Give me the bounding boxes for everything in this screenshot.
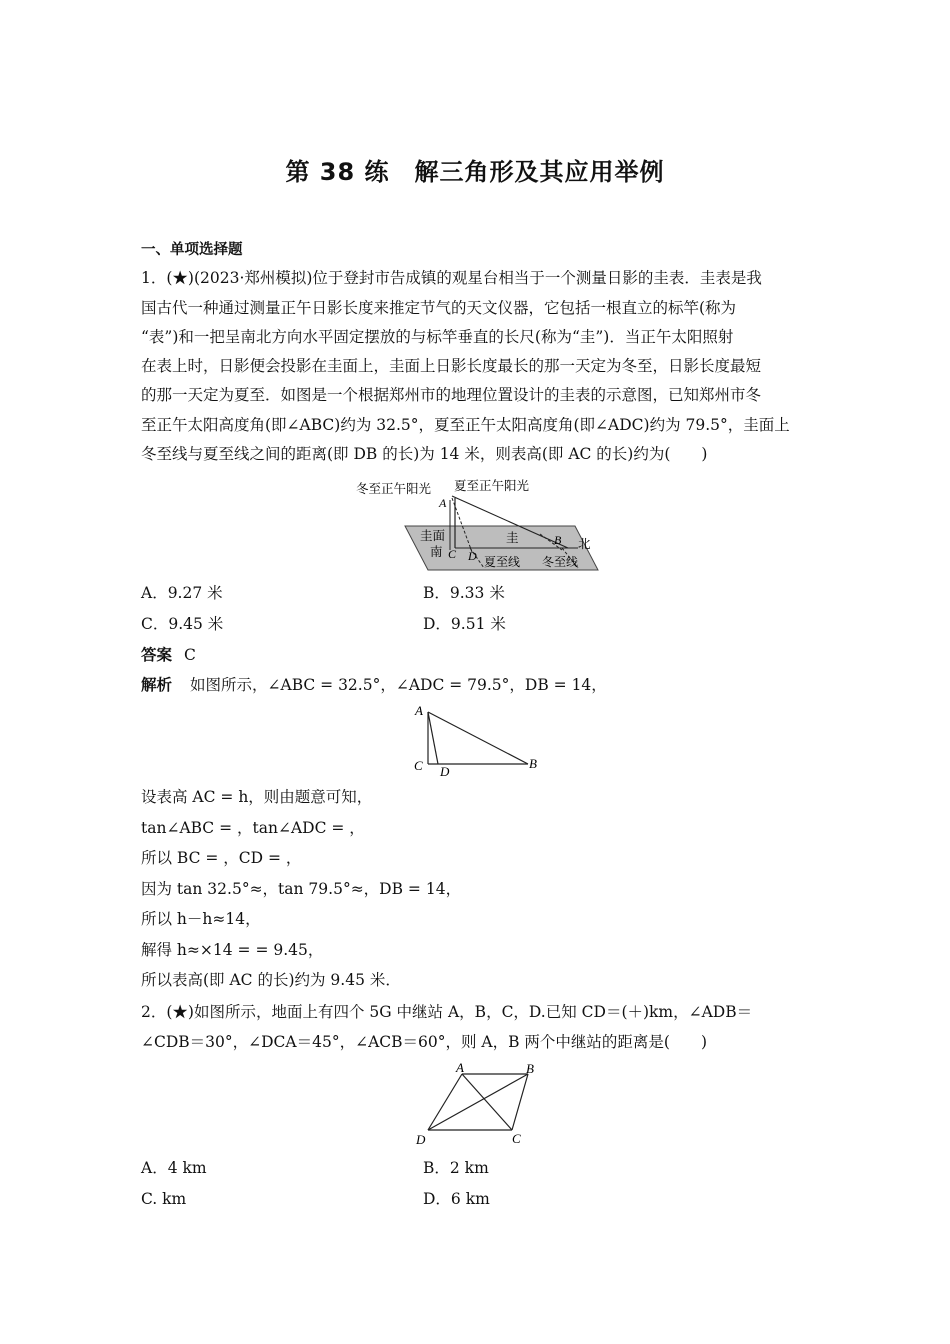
q1-option-a: A．9.27 米 [141, 584, 223, 602]
solution-step: 所以表高(即 AC 的长)约为 9.45 米． [141, 971, 401, 989]
solution-step: 所以 BC = ，CD = ， [141, 849, 302, 867]
q2-line: 2．(★)如图所示，地面上有四个 5G 中继站 A，B，C，D.已知 CD＝(＋)km，∠ADB＝ [141, 1003, 753, 1021]
answer-value: C [184, 646, 196, 664]
q1-line: 1．(★)(2023·郑州模拟)位于登封市告成镇的观星台相当于一个测量日影的圭表．圭表是我 [141, 269, 762, 287]
q1-line: 国古代一种通过测量正午日影长度来推定节气的天文仪器，它包括一根直立的标竿(称为 [141, 299, 737, 317]
section-heading: 一、单项选择题 [141, 242, 243, 258]
tri-point-c: C [414, 758, 423, 773]
q1-line: 的那一天定为夏至．如图是一个根据郑州市的地理位置设计的圭表的示意图，已知郑州市冬 [141, 386, 762, 404]
side-da [428, 1074, 462, 1130]
summer-light-label: 夏至正午阳光 [454, 478, 530, 493]
quad-point-d: D [416, 1132, 426, 1147]
point-d-label: D [468, 549, 477, 563]
side-ad [428, 712, 438, 764]
q2-line: ∠CDB＝30°，∠DCA＝45°，∠ACB＝60°，则 A，B 两个中继站的距离是( ) [141, 1033, 708, 1051]
q1-option-b: B．9.33 米 [423, 584, 505, 602]
point-c-label: C [448, 547, 457, 561]
tri-point-b: B [529, 756, 537, 771]
analysis-label: 解析 [141, 676, 173, 694]
quadrilateral-figure [410, 1058, 550, 1150]
q2-option-d: D．6 km [423, 1190, 490, 1208]
diagonal-ac [462, 1074, 512, 1130]
q1-line: “表”)和一把呈南北方向水平固定摆放的与标竿垂直的长尺(称为“圭”)．当正午太阳照射 [141, 328, 734, 346]
q2-option-a: A．4 km [141, 1159, 207, 1177]
analysis-first-line: 如图所示，∠ABC = 32.5°，∠ADC = 79.5°，DB = 14， [190, 676, 607, 694]
solution-step: 因为 tan 32.5°≈，tan 79.5°≈，DB = 14， [141, 880, 462, 898]
summer-line-label: 夏至线 [484, 555, 521, 569]
page-title: 第 38 练 解三角形及其应用举例 [285, 158, 665, 186]
q1-line: 冬至线与夏至线之间的距离(即 DB 的长)为 14 米，则表高(即 AC 的长)约为( ) [141, 445, 708, 463]
gui-label: 圭 [506, 530, 519, 545]
q1-line: 在表上时，日影便会投影在圭面上，圭面上日影长度最长的那一天定为冬至，日影长度最短 [141, 357, 762, 375]
quad-point-c: C [512, 1131, 521, 1146]
winter-line-label: 冬至线 [542, 555, 579, 569]
solution-step: 解得 h≈×14 = = 9.45， [141, 941, 324, 959]
solution-step: tan∠ABC = ，tan∠ADC = ， [141, 819, 365, 837]
q1-line: 至正午太阳高度角(即∠ABC)约为 32.5°，夏至正午太阳高度角(即∠ADC)约为 79.5°，圭面上 [141, 416, 790, 434]
analysis-triangle-figure [408, 700, 548, 780]
solution-step: 设表高 AC = h，则由题意可知， [141, 788, 373, 806]
side-ab [428, 712, 528, 764]
q1-option-d: D．9.51 米 [423, 615, 506, 633]
north-label: 北 [578, 536, 591, 551]
q1-analysis [141, 675, 607, 695]
diagonal-db [428, 1074, 528, 1130]
tri-point-a: A [415, 703, 423, 718]
gnomon-figure [350, 476, 610, 576]
tri-point-d: D [440, 764, 450, 779]
q1-answer [141, 645, 196, 665]
point-b-label: B [554, 533, 562, 547]
winter-light-label: 冬至正午阳光 [356, 481, 432, 496]
quad-point-a: A [456, 1060, 464, 1075]
side-bc [512, 1074, 528, 1130]
q2-option-b: B．2 km [423, 1159, 489, 1177]
quad-point-b: B [526, 1061, 534, 1076]
solution-step: 所以 h－h≈14， [141, 910, 261, 928]
q2-option-c: C. km [141, 1190, 187, 1208]
answer-label: 答案 [141, 646, 173, 664]
south-label: 南 [430, 544, 443, 559]
q1-option-c: C．9.45 米 [141, 615, 224, 633]
point-a-label: A [439, 496, 447, 510]
gui-surface-label: 圭面 [420, 528, 446, 543]
